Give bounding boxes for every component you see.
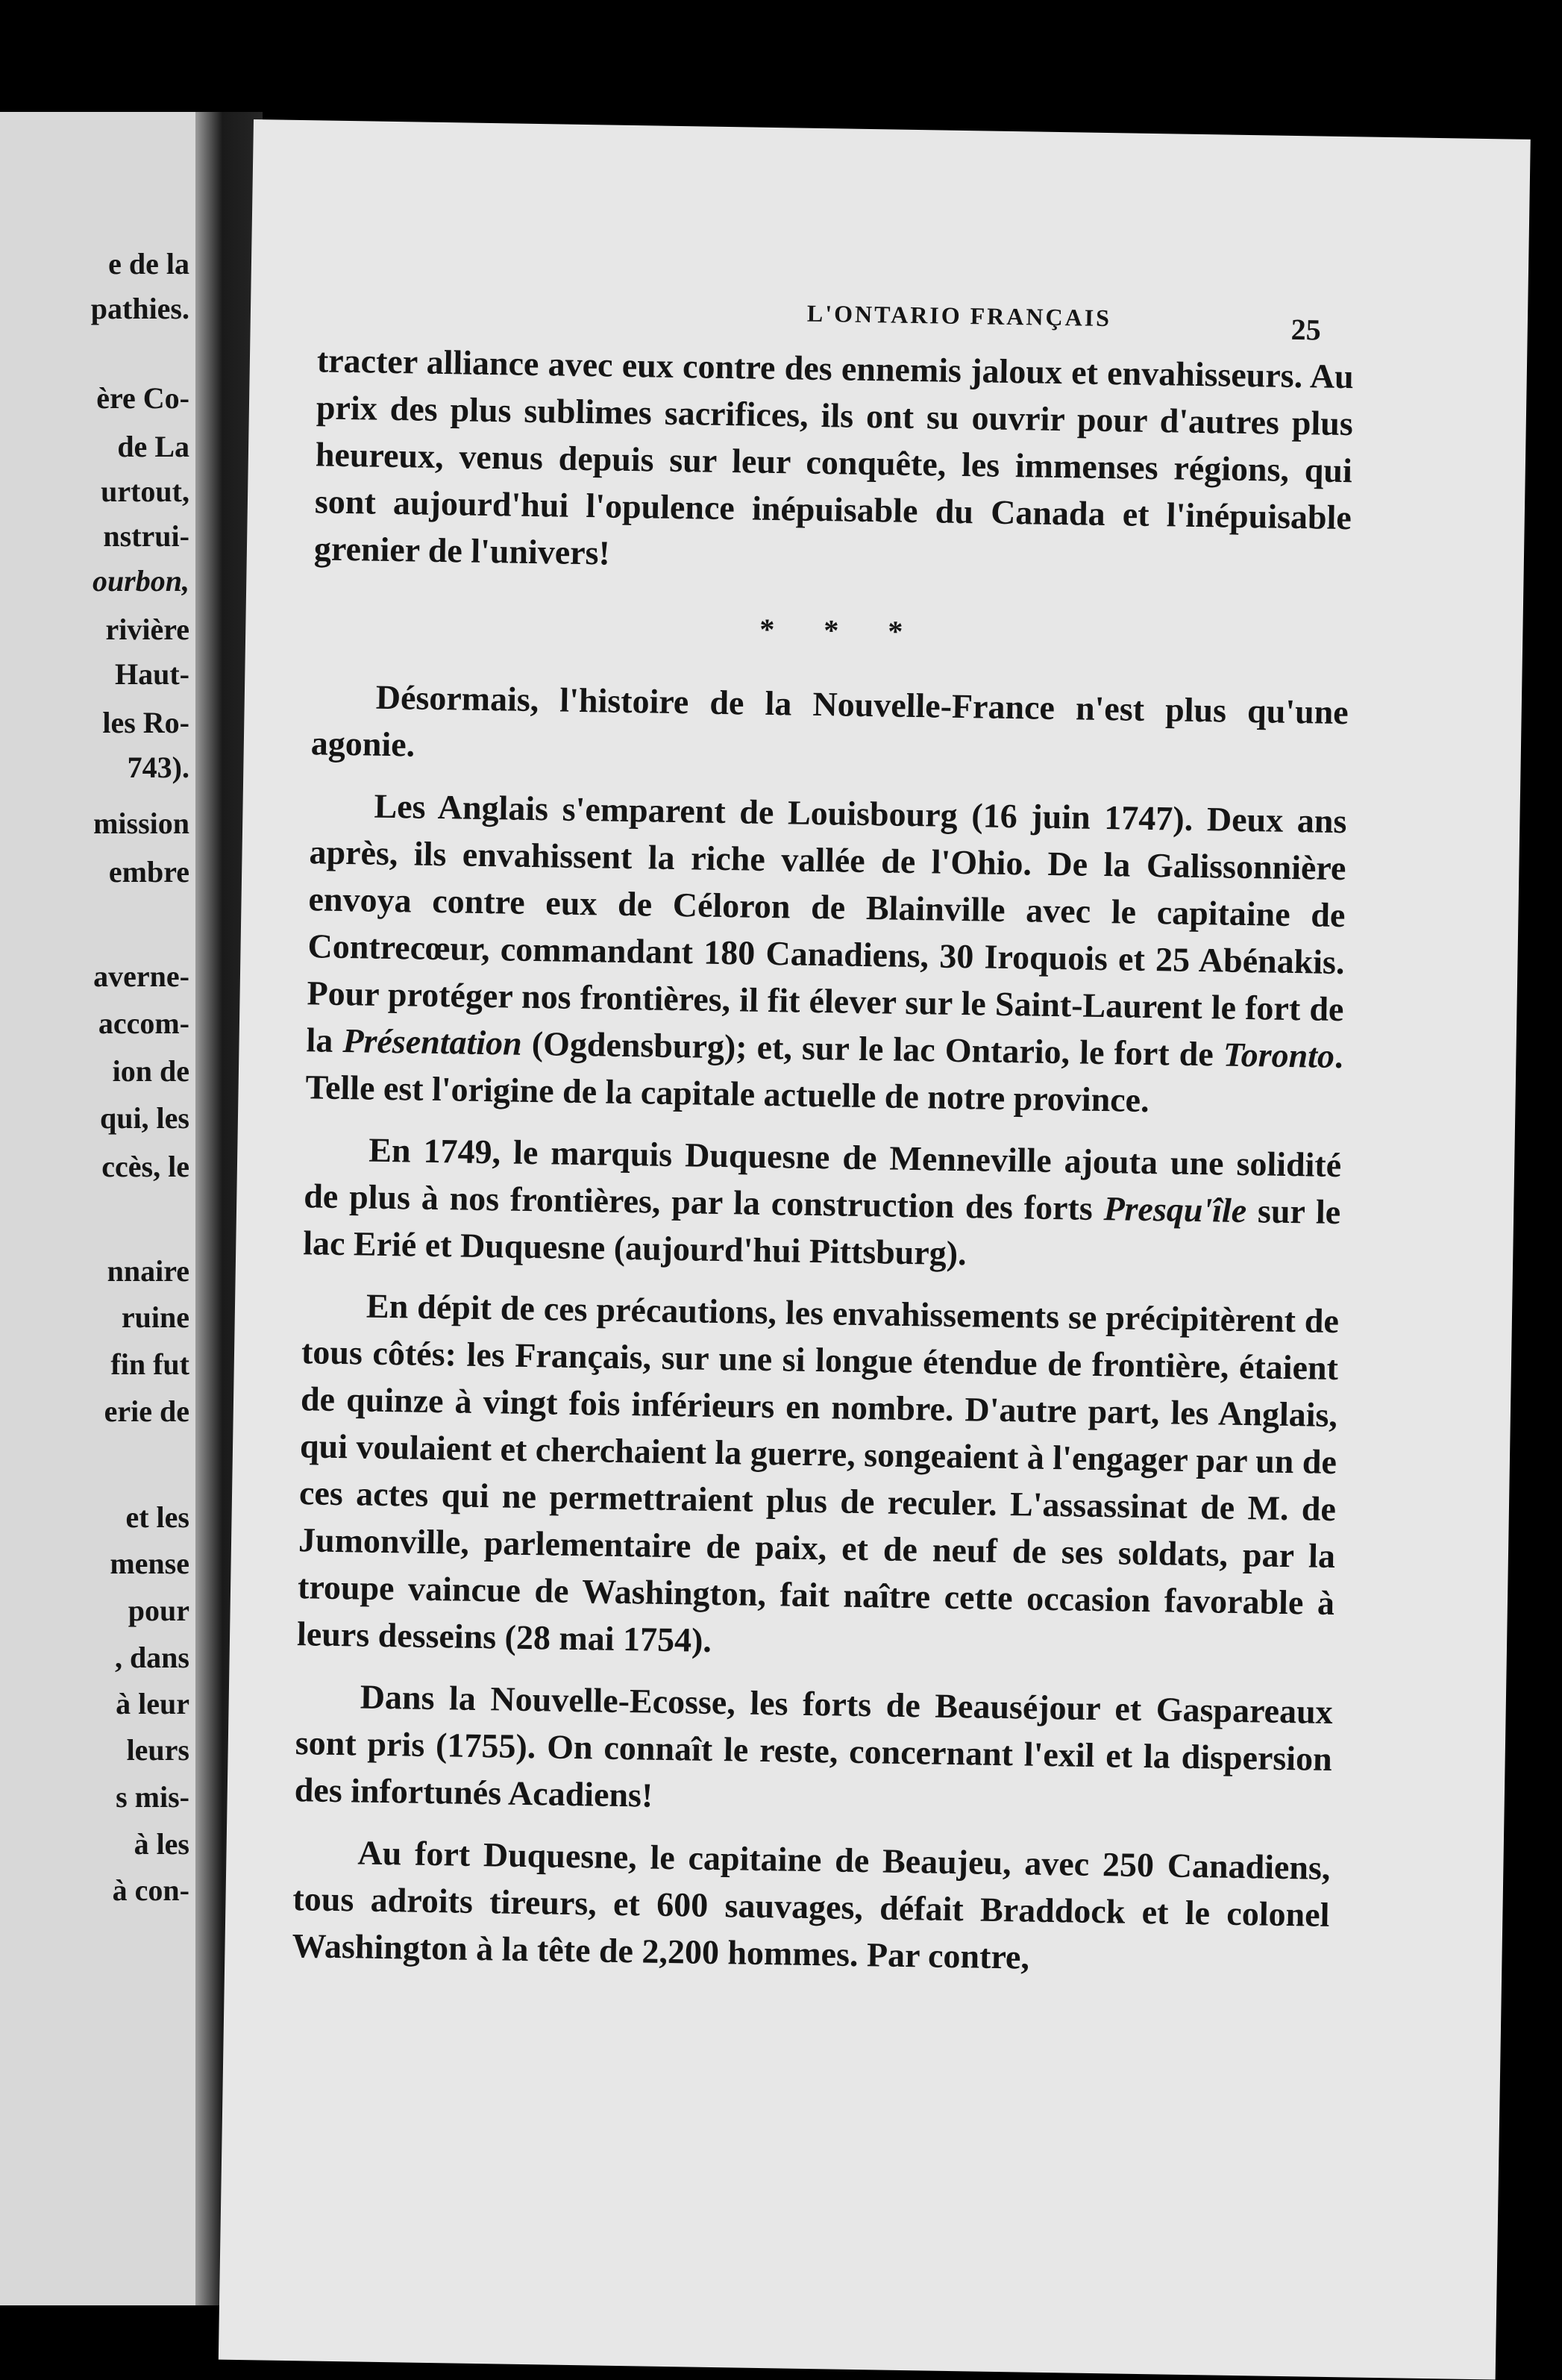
left-page-line: pour bbox=[128, 1594, 189, 1627]
left-page-line: Haut- bbox=[115, 657, 189, 691]
paragraph-2: Désormais, l'histoire de la Nouvelle-France n'est plus qu'une agonie. bbox=[310, 677, 1349, 764]
paragraph-3 bbox=[305, 781, 1347, 1127]
left-page-line: , dans bbox=[114, 1641, 189, 1674]
left-page-line: nstrui- bbox=[103, 519, 189, 553]
paragraph-7: Au fort Duquesne, le capitaine de Beaujeu, avec 250 Canadiens, tous adroits tireurs, et 600 sauvages, défait Braddock et le colonel Washington à la tête de 2,200 hommes. Par contre, bbox=[292, 1833, 1331, 1976]
paragraph-4-text-c: sur le lac Erié et Duquesne (aujourd'hui Pittsburg). bbox=[302, 1191, 1341, 1273]
paragraph-4 bbox=[303, 1125, 1342, 1283]
left-page-line: ruine bbox=[121, 1300, 189, 1334]
left-page-line: nnaire bbox=[107, 1254, 189, 1288]
left-page-line: averne- bbox=[93, 959, 189, 993]
left-page-line: pathies. bbox=[90, 292, 189, 325]
left-page-line: à les bbox=[134, 1827, 189, 1861]
paragraph-3-text-e: . Telle est l'origine de la capitale actuelle de notre province. bbox=[305, 1036, 1343, 1120]
left-page-line: s mis- bbox=[116, 1780, 189, 1814]
paragraph-4-text-a: En 1749, le marquis Duquesne de Menneville ajouta une solidité de plus à nos frontières, par la construction des forts bbox=[303, 1130, 1342, 1228]
paragraph-5: En dépit de ces précautions, les envahissements se précipitèrent de tous côtés: les Français, sur une si longue étendue de frontière, étaient de quinze à vingt fois inférieurs en nombre. D'autre part, les Anglais, qui voulaient et cherchaient la guerre, songeaient à l'engager par un de ces actes qui ne permettraient plus de reculer. L'assassinat de M. de Jumonville, parlementaire de paix, et de neuf de ses soldats, par la troupe vaincue de Washington, fait naître cette occasion favorable à leurs desseins (28 mai 1754). bbox=[296, 1286, 1340, 1659]
place-name-presquile: Presqu'île bbox=[1103, 1189, 1247, 1230]
left-page-line: mense bbox=[110, 1547, 189, 1580]
place-name-presentation: Présentation bbox=[342, 1021, 523, 1062]
running-head: L'ONTARIO FRANÇAIS bbox=[806, 299, 1112, 332]
left-page-line: urtout, bbox=[101, 475, 189, 508]
left-page-line: ion de bbox=[112, 1054, 189, 1088]
paragraph-3-text-a: Les Anglais s'emparent de Louisbourg (16 juin 1747). Deux ans après, ils envahissent la riche vallée de l'Ohio. De la Galissonnière envoya contre eux de Céloron de Blainville avec le capitaine de Contrecœur, commandant 180 Canadiens, 30 Iroquois et 25 Abénakis. Pour protéger nos frontières, il fit élever sur le Saint-Laurent le fort de la bbox=[306, 786, 1347, 1060]
page-number: 25 bbox=[1290, 312, 1322, 347]
section-separator: * * * bbox=[759, 612, 924, 649]
left-page-line: mission bbox=[93, 807, 189, 840]
place-name-toronto: Toronto bbox=[1223, 1035, 1335, 1075]
paragraph-6: Dans la Nouvelle-Ecosse, les forts de Beauséjour et Gaspareaux sont pris (1755). On connaît le reste, concernant l'exil et la dispersion des infortunés Acadiens! bbox=[294, 1677, 1334, 1814]
left-page-line: leurs bbox=[126, 1733, 189, 1767]
left-page-line: fin fut bbox=[110, 1347, 189, 1381]
paragraph-3-text-c: (Ogdensburg); et, sur le lac Ontario, le fort de bbox=[521, 1024, 1224, 1074]
left-page-line: e de la bbox=[108, 247, 189, 281]
paragraph-1: tracter alliance avec eux contre des ennemis jaloux et envahisseurs. Au prix des plus sublimes sacrifices, ils ont su ouvrir pour d'autres plus heureux, venus depuis sur leur conquête, les immenses régions, qui sont aujourd'hui l'opulence inépuisable du Canada et l'inépuisable grenier de l'univers! bbox=[313, 341, 1355, 572]
right-page bbox=[219, 119, 1531, 2380]
left-page-line: les Ro- bbox=[102, 706, 189, 739]
left-page-line: ccès, le bbox=[101, 1150, 189, 1183]
body-text bbox=[292, 336, 1355, 2000]
left-page-line: à con- bbox=[112, 1873, 189, 1907]
left-page-line: à leur bbox=[116, 1687, 189, 1720]
left-page-line: de La bbox=[117, 430, 189, 463]
left-page-line: et les bbox=[125, 1500, 189, 1534]
left-page-line: 743). bbox=[127, 751, 189, 784]
left-page-line: accom- bbox=[98, 1006, 189, 1040]
left-page-line: embre bbox=[108, 855, 189, 889]
left-page-line: qui, les bbox=[99, 1101, 189, 1135]
left-page-line: ère Co- bbox=[96, 381, 189, 415]
left-page-line: ourbon, bbox=[92, 564, 189, 598]
left-page-line: erie de bbox=[104, 1394, 189, 1428]
left-page-fragment bbox=[0, 112, 195, 2305]
left-page-line: rivière bbox=[105, 613, 189, 646]
